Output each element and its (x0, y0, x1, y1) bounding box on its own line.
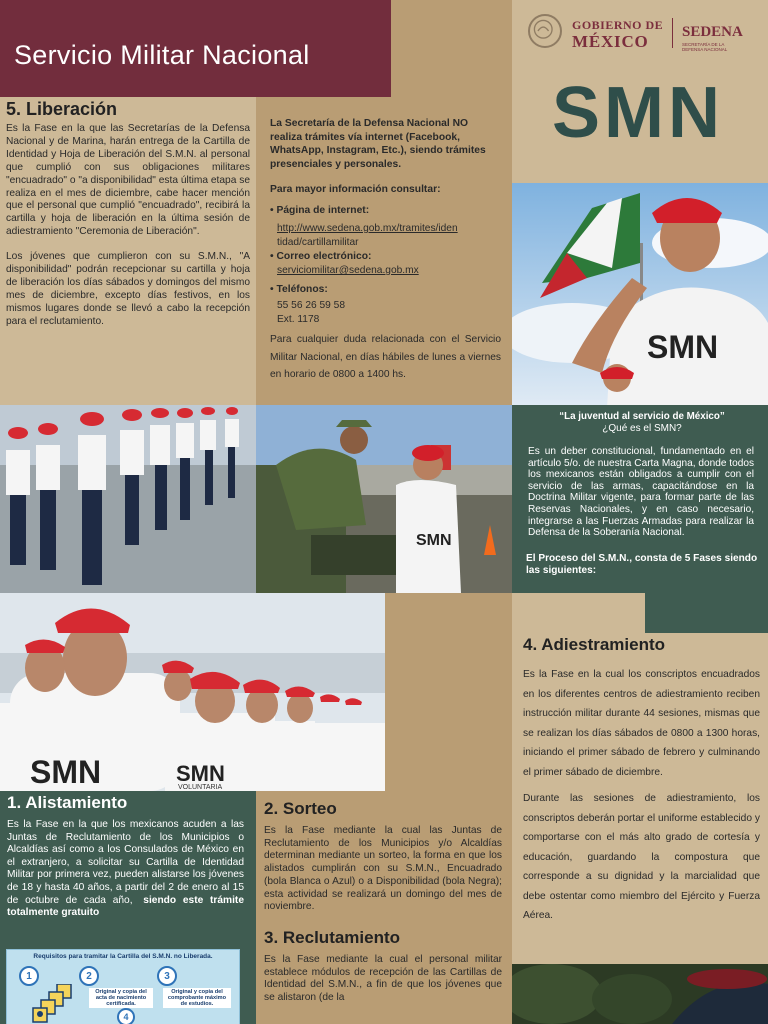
adiestramiento-section (512, 633, 768, 964)
photos-icon (27, 984, 79, 1024)
tan-strip (385, 593, 512, 791)
sorteo-body: Es la Fase mediante la cual las Juntas de Reclutamiento de los Municipios y/o Alcaldías determinan mediante un sorteo, la forma en que los alistados cumplirán con su S.M.N., Encuadrado (bola Blanca o Azul) o a Disponibilidad (bola Negra); esta actividad se realizará un domingo del mes de noviembre. (264, 825, 502, 913)
planting-photo (256, 405, 512, 593)
salute-photo (512, 183, 768, 405)
alistamiento-heading: 1. Alistamiento (7, 793, 128, 812)
sedena-logo-sub2: DEFENSA NACIONAL (682, 47, 728, 52)
que-es-question: ¿Qué es el SMN? (602, 423, 682, 434)
web-link[interactable]: http://www.sedena.gob.mx/tramites/iden (277, 223, 458, 234)
req-step-3-number: 3 (164, 971, 170, 982)
adiestramiento-paragraph-2: Durante las sesiones de adiestramiento, los conscriptos deberán portar el uniforme establecido y comportarse con el más alto grado de cortesía y educación, guardando la compostura que corresponde a su dignidad y la marcialidad que debe ostentar como miembro del Ejército y Fuerza Aérea. (523, 793, 760, 921)
req-step-4 (117, 1008, 135, 1024)
gob-logo-line2: MÉXICO (572, 32, 649, 51)
liberacion-heading: 5. Liberación (6, 99, 118, 119)
formation-photo (0, 593, 385, 791)
adiestramiento-paragraph-1: Es la Fase en la cual los conscriptos encuadrados en los diferentes centros de adiestramiento reciben instrucción militar durante 44 sesiones, mismas que se realizan los días sábados de 0800 a 1300 horas, iniciando el primer sábado de febrero y culminando el primer sábado de diciembre. (523, 669, 760, 778)
sedena-logo: SEDENA (682, 24, 743, 40)
req-step-1-number: 1 (26, 971, 32, 982)
page-title: Servicio Militar Nacional (14, 40, 310, 70)
more-info-text: Para mayor información consultar: (270, 184, 441, 195)
title-bar-strip (391, 0, 512, 97)
reclutamiento-body: Es la Fase mediante la cual el personal militar establece módulos de recepción de las Cartillas de Identidad del S.M.N., a fin de que los jóvenes que se alistaron (de la (264, 953, 502, 1004)
web-link-cont[interactable]: tidad/cartillamilitar (277, 237, 359, 248)
req-item-3: Original y copia del comprobante máximo de estudios. (163, 988, 231, 1008)
alistamiento-body (7, 819, 244, 920)
phone-label: • Teléfonos: (270, 284, 328, 295)
left-edge-accent (512, 593, 645, 633)
marching-photo (0, 405, 256, 593)
motto-quote: “La juventud al servicio de México” (559, 411, 725, 422)
notice-text: La Secretaría de la Defensa Nacional NO realiza trámites vía internet (Facebook, WhatsApp, Instagram, Etc.), siendo trámites presenciales y personales. (270, 118, 486, 170)
reclutamiento-heading: 3. Reclutamiento (264, 927, 401, 947)
alistamiento-text: Es la Fase en la que los mexicanos acuden a las Juntas de Reclutamiento de los Municipios o Alcaldías así como a los Consulados de México en el extranjero, a solicitar su Cartilla de Identidad Militar por primera vez, pueden alistarse los jóvenes de 18 y hasta 40 años, a partir del 2 de enero al 15 de octubre de cada año, (7, 819, 244, 906)
adiestramiento-heading: 4. Adiestramiento (523, 635, 666, 654)
req-item-2: Original y copia del acta de nacimiento certificada. (89, 988, 153, 1008)
mexico-seal-icon (528, 14, 562, 48)
bottom-photo (512, 964, 768, 1024)
requisitos-card (6, 949, 240, 1024)
sorteo-section (256, 791, 512, 1024)
shirt-smn-text: SMN (647, 329, 719, 365)
req-step-4-number: 4 (123, 1012, 129, 1022)
liberacion-section (0, 97, 256, 405)
req-step-2-number: 2 (86, 971, 92, 982)
process-text: El Proceso del S.M.N., consta de 5 Fases siendo las siguientes: (526, 552, 758, 576)
smn-big-title: SMN (552, 73, 724, 153)
sedena-logo-sub1: SECRETARÍA DE LA (682, 42, 725, 47)
requisitos-title: Requisitos para tramitar la Cartilla del S.M.N. no Liberada. (33, 953, 213, 960)
right-header (512, 0, 768, 183)
contact-text: Para cualquier duda relacionada con el Servicio Militar Nacional, en días hábiles de lunes a viernes en horario de 0800 a 1400 hs. (270, 334, 501, 380)
alistamiento-bold: siendo este trámite totalmente gratuito (7, 894, 244, 919)
req-step-1 (19, 966, 39, 986)
liberacion-paragraph-1: Es la Fase en la que las Secretarías de la Defensa Nacional y de Marina, harán entrega de la Cartilla de Identidad y Hoja de Liberación del S.M.N. al personal que cumplió con sus obligaciones militares "encuadrado" o "a disponibilidad" esta última etapa se realiza en el mes de diciembre, cabe hacer mención que el personal que cumplió "encuadrado", recibirá la cartilla y hoja de liberación en la última sesión de adiestramiento "Ceremonia de Liberación". (6, 123, 250, 238)
que-es-body: Es un deber constitucional, fundamentado en el artículo 5/o. de nuestra Carta Magna, donde todos los mexicanos están obligados a cumplir con el servicio de las armas, capacitándose en la Doctrina Militar vigente, para formar parte de las Reservas Nacionales, y en caso necesario, integrarse a las Fuerzas Armadas para realizar la Defensa de la Soberanía Nacional. (528, 446, 754, 539)
phone-ext: Ext. 1178 (277, 313, 320, 325)
email-link[interactable]: serviciomilitar@sedena.gob.mx (277, 265, 419, 276)
shirt-voluntaria-text: VOLUNTARIA (178, 784, 223, 791)
email-label: • Correo electrónico: (270, 251, 372, 262)
title-bar (0, 0, 391, 97)
phone-number: 55 56 26 59 58 (277, 300, 345, 311)
req-step-3 (157, 966, 177, 986)
que-es-extension (645, 593, 768, 633)
sorteo-heading: 2. Sorteo (264, 799, 337, 818)
gob-logo-line1: GOBIERNO DE (572, 18, 664, 32)
que-es-section (512, 405, 768, 593)
shirt-smn-text-4: SMN (176, 761, 225, 786)
web-label: • Página de internet: (270, 205, 370, 216)
info-section (256, 97, 512, 405)
logo-divider (672, 18, 673, 48)
shirt-smn-text-3: SMN (30, 754, 102, 790)
shirt-smn-text-2: SMN (416, 532, 452, 549)
alistamiento-section (0, 791, 256, 1024)
liberacion-paragraph-2: Los jóvenes que cumplieron con su S.M.N., "A disponibilidad" podrán recepcionar su cartilla y hoja de liberación los días sábados y domingos del mismo mes de diciembre, excepto días festivos, en los mismos lugares donde se llevó a cabo la recepción para el reclutamiento. (6, 251, 250, 327)
req-step-2 (79, 966, 99, 986)
